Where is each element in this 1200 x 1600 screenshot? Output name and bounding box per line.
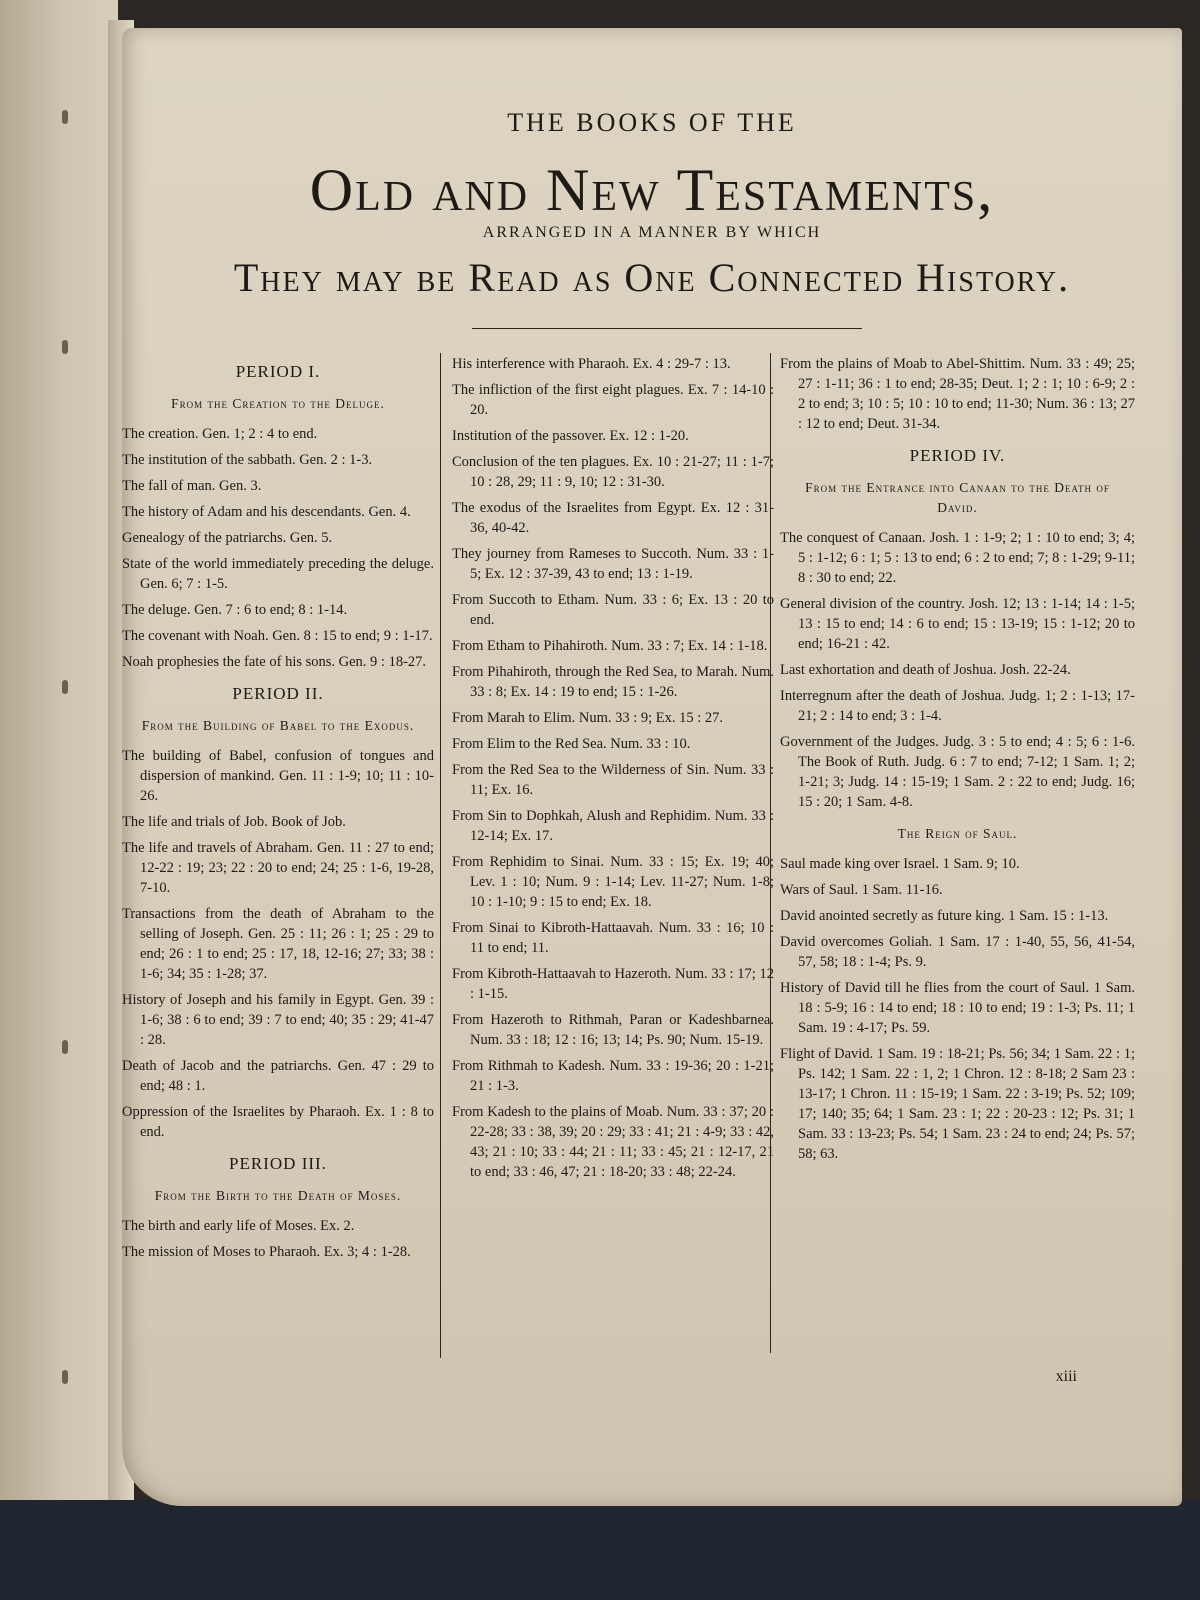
period-heading: PERIOD I. xyxy=(235,362,321,381)
list-item: History of Joseph and his family in Egypt. Gen. 39 : 1-6; 38 : 6 to end; 39 : 7 to end; 40; 35 : 29; 41-47 : 28. xyxy=(122,992,434,1048)
list-item: Flight of David. 1 Sam. 19 : 18-21; Ps. 56; 34; 1 Sam. 22 : 1; Ps. 142; 1 Sam. 22 : 1, 2; 1 Chron. 12 : 8-18; 2 Sam 23 : 13-17; 1 Chron. 11 : 15-19; 1 Sam. 22 : 3-19; Ps. 52; 109; 17; 140; 35; 64; 1 Sam. 23 : 1; 22 : 20-23 : 12; Ps. 31; 1 Sam. 33 : 13-23; Ps. 54; 1 Sam. 23 : 24 to end; 24; Ps. 57; 58; 63. xyxy=(780,1046,1135,1162)
list-item: Institution of the passover. Ex. 12 : 1-20. xyxy=(452,428,689,444)
list-item: From Rephidim to Sinai. Num. 33 : 15; Ex. 19; 40; Lev. 1 : 10; Num. 9 : 1-14; Lev. 11-27; Num. 1-8; 10 : 1-10; 9 : 15 to end; Ex. 18. xyxy=(452,854,774,910)
period-heading: PERIOD II. xyxy=(232,684,324,703)
list-item: The history of Adam and his descendants. Gen. 4. xyxy=(122,504,411,520)
list-item: Transactions from the death of Abraham to the selling of Joseph. Gen. 25 : 11; 26 : 1; 25 : 29 to end; 26 : 1 to end; 25 : 17, 18, 12-16; 27; 33; 38 : 1-6; 34; 35 : 1-28; 37. xyxy=(122,906,434,982)
entry-list xyxy=(122,1216,434,1262)
list-item: From Succoth to Etham. Num. 33 : 6; Ex. 13 : 20 to end. xyxy=(452,592,774,628)
list-item: Genealogy of the patriarchs. Gen. 5. xyxy=(122,530,333,546)
list-item: From Hazeroth to Rithmah, Paran or Kadeshbarnea. Num. 33 : 18; 12 : 16; 13; 14; Ps. 90; Num. 15-19. xyxy=(452,1012,774,1048)
list-item: The mission of Moses to Pharaoh. Ex. 3; 4 : 1-28. xyxy=(122,1244,411,1260)
column-1 xyxy=(122,350,434,1268)
list-item: The creation. Gen. 1; 2 : 4 to end. xyxy=(122,426,318,442)
list-item: His interference with Pharaoh. Ex. 4 : 29-7 : 13. xyxy=(452,356,731,372)
heading-big: They may be Read as One Connected History. xyxy=(233,255,1071,300)
list-item: Wars of Saul. 1 Sam. 11-16. xyxy=(780,882,943,898)
list-item: The exodus of the Israelites from Egypt. Ex. 12 : 31-36, 40-42. xyxy=(452,500,774,536)
list-item: David anointed secretly as future king. 1 Sam. 15 : 1-13. xyxy=(780,908,1109,924)
list-item: From Sinai to Kibroth-Hattaavah. Num. 33 : 16; 10 : 11 to end; 11. xyxy=(452,920,774,956)
binding-stitch xyxy=(62,340,68,354)
list-item: From Kadesh to the plains of Moab. Num. 33 : 37; 20 : 22-28; 33 : 38, 39; 20 : 29; 33 : 41; 21 : 4-9; 33 : 42, 43; 21 : 10; 33 : 44; 21 : 11; 33 : 45; 21 : 12-17, 21 to end; 33 : 46, 47; 21 : 18-20; 33 : 48; 22-24. xyxy=(452,1104,774,1180)
list-item: The life and travels of Abraham. Gen. 11 : 27 to end; 12-22 : 19; 23; 22 : 20 to end; 24; 25 : 1-6, 19-28, 7-10. xyxy=(122,840,434,896)
heading-sub: ARRANGED IN A MANNER BY WHICH xyxy=(482,224,822,241)
list-item: The infliction of the first eight plagues. Ex. 7 : 14-10 : 20. xyxy=(452,382,774,418)
binding-stitch xyxy=(62,1040,68,1054)
list-item: The deluge. Gen. 7 : 6 to end; 8 : 1-14. xyxy=(122,602,348,618)
list-item: From Kibroth-Hattaavah to Hazeroth. Num. 33 : 17; 12 : 1-15. xyxy=(452,966,774,1002)
list-item: The birth and early life of Moses. Ex. 2. xyxy=(122,1218,355,1234)
list-item: State of the world immediately preceding the deluge. Gen. 6; 7 : 1-5. xyxy=(122,556,434,592)
entry-list xyxy=(780,528,1135,812)
list-item: From Marah to Elim. Num. 33 : 9; Ex. 15 : 27. xyxy=(452,710,724,726)
list-item: The fall of man. Gen. 3. xyxy=(122,478,262,494)
list-item: Government of the Judges. Judg. 3 : 5 to end; 4 : 5; 6 : 1-6. The Book of Ruth. Judg. 6 : 7 to end; 7-12; 1 Sam. 1; 2; 1-21; 3; Judg. 14 : 15-19; 1 Sam. 2 : 22 to end; Judg. 16; 15 : 20; 1 Sam. 4-8. xyxy=(780,734,1135,810)
list-item: The covenant with Noah. Gen. 8 : 15 to end; 9 : 1-17. xyxy=(122,628,433,644)
list-item: From Rithmah to Kadesh. Num. 33 : 19-36; 20 : 1-21; 21 : 1-3. xyxy=(452,1058,774,1094)
list-item: They journey from Rameses to Succoth. Num. 33 : 1-5; Ex. 12 : 37-39, 43 to end; 13 : 1-19. xyxy=(452,546,774,582)
period-heading: PERIOD III. xyxy=(229,1154,327,1173)
entry-list xyxy=(122,424,434,672)
page-number: xiii xyxy=(1055,1368,1077,1385)
list-item: From Etham to Pihahiroth. Num. 33 : 7; Ex. 14 : 1-18. xyxy=(452,638,768,654)
book-page xyxy=(122,28,1182,1506)
left-page-edge xyxy=(0,0,118,1510)
list-item: Last exhortation and death of Joshua. Josh. 22-24. xyxy=(780,662,1071,678)
list-item: Death of Jacob and the patriarchs. Gen. 47 : 29 to end; 48 : 1. xyxy=(122,1058,434,1094)
list-item: From Sin to Dophkah, Alush and Rephidim. Num. 33 : 12-14; Ex. 17. xyxy=(452,808,774,844)
section-heading: From the Birth to the Death of Moses. xyxy=(154,1188,402,1203)
list-item: David overcomes Goliah. 1 Sam. 17 : 1-40, 55, 56, 41-54, 57, 58; 18 : 1-4; Ps. 9. xyxy=(780,934,1135,970)
section-heading: From the Building of Babel to the Exodus. xyxy=(141,718,415,733)
list-item: The life and trials of Job. Book of Job. xyxy=(122,814,346,830)
list-item: The building of Babel, confusion of tongues and dispersion of mankind. Gen. 11 : 1-9; 10; 11 : 10-26. xyxy=(122,748,434,804)
entry-list xyxy=(452,354,774,1182)
entry-list xyxy=(122,746,434,1142)
heading-top: THE BOOKS OF THE xyxy=(507,108,797,137)
list-item: General division of the country. Josh. 12; 13 : 1-14; 14 : 1-5; 13 : 15 to end; 14 : 6 to end; 15 : 13-19; 15 : 1-12; 20 to end; 16-21 : 42. xyxy=(780,596,1135,652)
list-item: Conclusion of the ten plagues. Ex. 10 : 21-27; 11 : 1-7; 10 : 28, 29; 11 : 9, 10; 12 : 31-30. xyxy=(452,454,774,490)
list-item: Oppression of the Israelites by Pharaoh. Ex. 1 : 8 to end. xyxy=(122,1104,434,1140)
column-divider xyxy=(440,353,441,1358)
column-3 xyxy=(780,350,1135,1170)
list-item: From the plains of Moab to Abel-Shittim. Num. 33 : 49; 25; 27 : 1-11; 36 : 1 to end; 28-35; Deut. 1; 2 : 1; 10 : 6-9; 2 : 2 to end; 3; 10 : 5; 10 : 10 to end; 11-30; Num. 36 : 13; 27 : 12 to end; Deut. 31-34. xyxy=(780,356,1135,432)
list-item: From Pihahiroth, through the Red Sea, to Marah. Num. 33 : 8; Ex. 14 : 19 to end; 15 : 1-26. xyxy=(452,664,774,700)
list-item: The conquest of Canaan. Josh. 1 : 1-9; 2; 1 : 10 to end; 3; 4; 5 : 1-12; 6 : 1; 5 : 13 to end; 6 : 2 to end; 7; 8 : 1-29; 9-11; 8 : 30 to end; 22. xyxy=(780,530,1135,586)
binding-stitch xyxy=(62,1370,68,1384)
list-item: Saul made king over Israel. 1 Sam. 9; 10. xyxy=(780,856,1020,872)
column-2 xyxy=(452,350,774,1188)
entry-list xyxy=(780,854,1135,1164)
binding-stitch xyxy=(62,110,68,124)
list-item: From Elim to the Red Sea. Num. 33 : 10. xyxy=(452,736,691,752)
book-cover-edge xyxy=(0,1500,1200,1600)
list-item: History of David till he flies from the court of Saul. 1 Sam. 18 : 5-9; 16 : 14 to end; 18 : 10 to end; 19 : 1-3; Ps. 11; 1 Sam. 19 : 4-17; Ps. 59. xyxy=(780,980,1135,1036)
list-item: The institution of the sabbath. Gen. 2 : 1-3. xyxy=(122,452,373,468)
list-item: Noah prophesies the fate of his sons. Gen. 9 : 18-27. xyxy=(122,654,427,670)
binding-stitch xyxy=(62,680,68,694)
heading-main: Old and New Testaments, xyxy=(309,157,995,223)
list-item: From the Red Sea to the Wilderness of Sin. Num. 33 : 11; Ex. 16. xyxy=(452,762,774,798)
section-heading: From the Entrance into Canaan to the Death of David. xyxy=(805,480,1110,515)
entry-list xyxy=(780,354,1135,434)
period-heading: PERIOD IV. xyxy=(909,446,1006,465)
list-item: Interregnum after the death of Joshua. Judg. 1; 2 : 1-13; 17-21; 2 : 14 to end; 3 : 1-4. xyxy=(780,688,1135,724)
section-heading: The Reign of Saul. xyxy=(897,826,1018,841)
section-heading: From the Creation to the Deluge. xyxy=(171,396,385,411)
title-rule xyxy=(472,328,862,329)
